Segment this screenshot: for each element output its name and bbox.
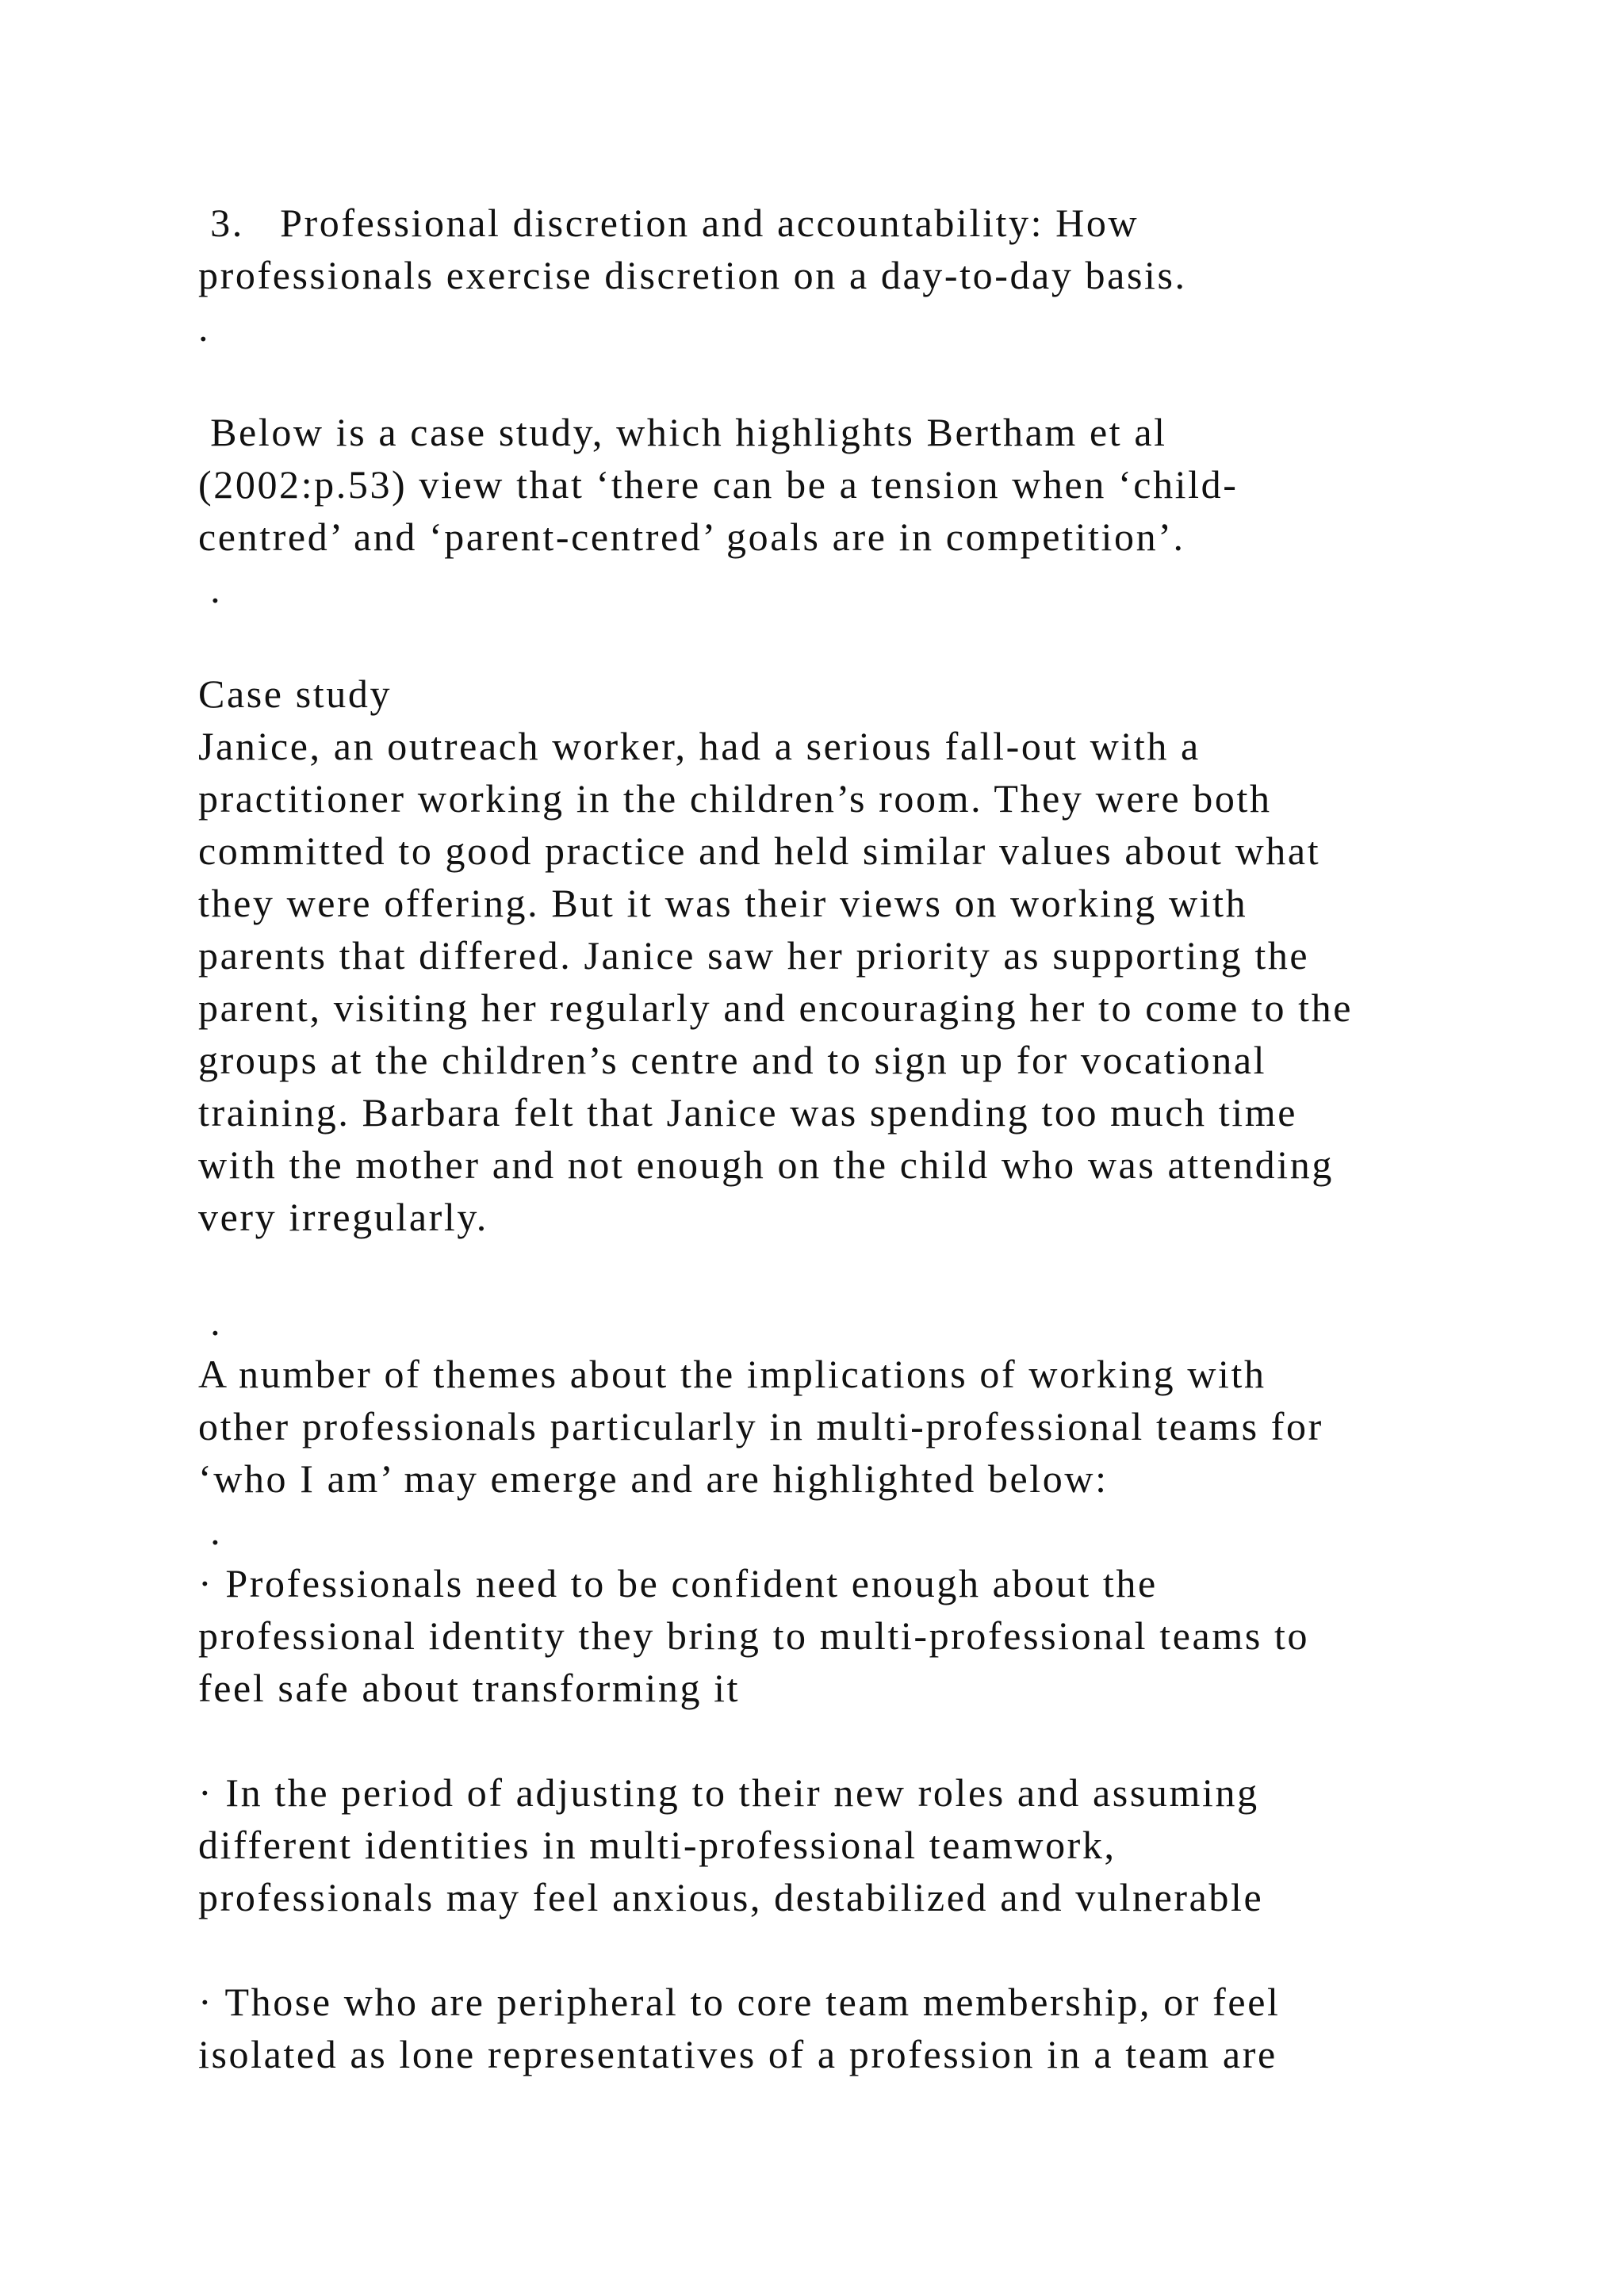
case-study-line: Janice, an outreach worker, had a serious fall-out with a: [198, 724, 1201, 768]
bullet-item-line: · Those who are peripheral to core team membership, or feel: [198, 1980, 1281, 2024]
case-study-line: parents that differed. Janice saw her priority as supporting the: [198, 933, 1310, 978]
case-study-line: parent, visiting her regularly and encouraging her to come to the: [198, 985, 1354, 1030]
case-study-line: very irregularly.: [198, 1195, 488, 1239]
bullet-item-line: isolated as lone representatives of a profession in a team are: [198, 2032, 1277, 2076]
case-study-line: they were offering. But it was their views on working with: [198, 881, 1248, 925]
themes-intro-line: ‘who I am’ may emerge and are highlighted below:: [198, 1456, 1109, 1501]
bullet-item-line: professionals may feel anxious, destabilized and vulnerable: [198, 1875, 1264, 1919]
separator-dot: .: [198, 1509, 223, 1553]
separator-dot: .: [198, 305, 211, 350]
case-study-line: committed to good practice and held similar values about what: [198, 828, 1321, 873]
intro-paragraph: (2002:p.53) view that ‘there can be a tension when ‘child-: [198, 462, 1239, 507]
bullet-item-line: · In the period of adjusting to their new roles and assuming: [198, 1770, 1259, 1815]
separator-dot: .: [198, 567, 223, 611]
bullet-item-line: · Professionals need to be confident enough about the: [198, 1561, 1158, 1605]
section-heading: 3. Professional discretion and accountability: How: [198, 201, 1139, 245]
bullet-item-line: feel safe about transforming it: [198, 1666, 741, 1710]
case-study-line: groups at the children’s centre and to sign up for vocational: [198, 1038, 1267, 1082]
case-study-line: training. Barbara felt that Janice was spending too much time: [198, 1090, 1298, 1135]
bullet-item-line: professional identity they bring to multi-professional teams to: [198, 1613, 1310, 1658]
case-study-title: Case study: [198, 672, 393, 716]
case-study-line: practitioner working in the children’s room. They were both: [198, 776, 1272, 821]
case-study-line: with the mother and not enough on the child who was attending: [198, 1142, 1334, 1187]
intro-paragraph: centred’ and ‘parent-centred’ goals are in competition’.: [198, 515, 1185, 559]
bullet-item-line: different identities in multi-professional teamwork,: [198, 1823, 1116, 1867]
separator-dot: .: [198, 1299, 223, 1344]
intro-paragraph: Below is a case study, which highlights Bertham et al: [198, 410, 1167, 454]
themes-intro-line: A number of themes about the implications of working with: [198, 1352, 1266, 1396]
section-heading: professionals exercise discretion on a day-to-day basis.: [198, 253, 1187, 297]
themes-intro-line: other professionals particularly in multi-professional teams for: [198, 1404, 1323, 1448]
